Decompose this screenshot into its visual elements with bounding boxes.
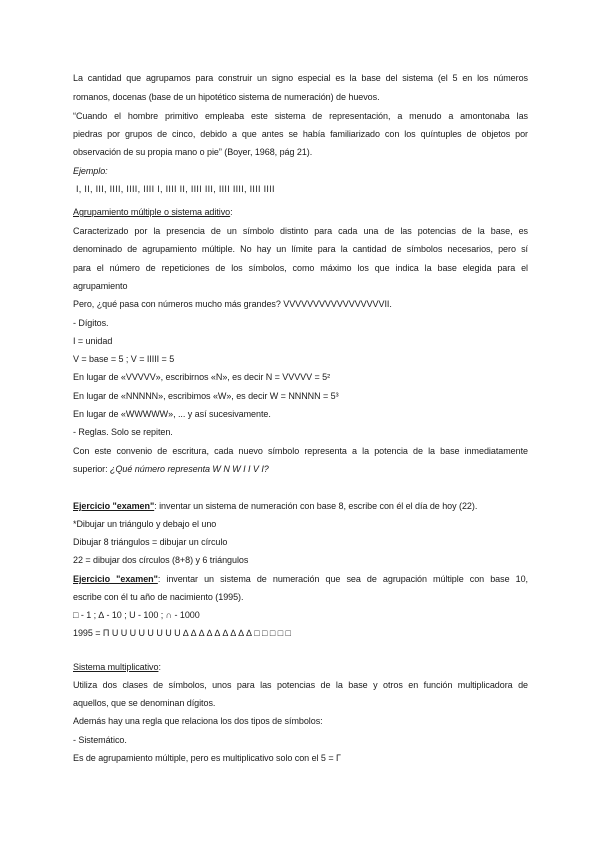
quote-line: piedras por grupos de cinco, debido a que antes se había familiarizado con los quíntuples de objetos por <box>73 129 528 139</box>
section-heading-additive <box>73 206 233 218</box>
section-heading-multiplicative <box>73 661 161 673</box>
exercise-title: Ejercicio "examen" <box>73 501 155 511</box>
section-title: Sistema multiplicativo <box>73 662 159 672</box>
list-item: En lugar de «VVVVV», escribirnos «N», es decir N = VVVVV = 5² <box>73 372 331 382</box>
question-text: ¿Qué número representa W N W I I V I? <box>110 464 269 474</box>
paragraph-line: Además hay una regla que relaciona los dos tipos de símbolos: <box>73 716 323 726</box>
paragraph-line: agrupamiento <box>73 281 128 291</box>
list-item: - Reglas. Solo se repiten. <box>73 427 173 437</box>
question-line <box>73 463 269 475</box>
example-label: Ejemplo: <box>73 166 108 176</box>
paragraph-line: Pero, ¿qué pasa con números mucho más grandes? VVVVVVVVVVVVVVVVVII. <box>73 299 392 309</box>
paragraph-line: Con este convenio de escritura, cada nuevo símbolo representa a la potencia de la base inmediatamente <box>73 446 528 456</box>
paragraph-line: escribe con él tu año de nacimiento (1995). <box>73 592 244 602</box>
symbol-answer: 1995 = Π U U U U U U U U ∆ ∆ ∆ ∆ ∆ ∆ ∆ ∆ ∆ □ □ □ □ □ <box>73 628 291 638</box>
quote-citation: observación de su propia mano o pie” (Boyer, 1968, pág 21). <box>73 147 313 157</box>
list-item: 22 = dibujar dos círculos (8+8) y 6 triángulos <box>73 555 249 565</box>
section-colon: : <box>230 207 233 217</box>
symbol-legend: □ - 1 ; ∆ - 10 ; U - 100 ; ∩ - 1000 <box>73 610 200 620</box>
section-title: Agrupamiento múltiple o sistema aditivo <box>73 207 231 217</box>
exercise-1-heading <box>73 500 477 512</box>
list-item: *Dibujar un triángulo y debajo el uno <box>73 519 217 529</box>
paragraph-line: aquellos, que se denominan dígitos. <box>73 698 216 708</box>
list-item: I = unidad <box>73 336 113 346</box>
paragraph-line: romanos, docenas (base de un hipotético sistema de numeración) de huevos. <box>73 92 380 102</box>
list-item: En lugar de «NNNNN», escribimos «W», es decir W = NNNNN = 5³ <box>73 391 339 401</box>
list-item: Dibujar 8 triángulos = dibujar un círculo <box>73 537 228 547</box>
paragraph-line: Utiliza dos clases de símbolos, unos para las potencias de la base y otros en función multiplicadora de <box>73 680 528 690</box>
paragraph-line: Es de agrupamiento múltiple, pero es multiplicativo solo con el 5 = Γ <box>73 753 341 763</box>
paragraph-line: Caracterizado por la presencia de un símbolo distinto para cada una de las potencias de la base, es <box>73 226 528 236</box>
paragraph-line: para el número de repeticiones de los símbolos, como máximo los que indica la base elegida para el <box>73 263 528 273</box>
exercise-title: Ejercicio "examen" <box>73 574 158 584</box>
quote-line: “Cuando el hombre primitivo empleaba este sistema de representación, a menudo a amontonaba las <box>73 111 528 121</box>
tally-example: I, II, III, IIII, IIII, IIII I, IIII II, IIII III, IIII IIII, IIII IIII <box>76 184 275 194</box>
exercise-text: : inventar un sistema de numeración que sea de agrupación múltiple con base 10, <box>157 574 528 584</box>
paragraph-line: La cantidad que agrupamos para construir un signo especial es la base del sistema (el 5 en los números <box>73 73 528 83</box>
list-item: - Sistemático. <box>73 735 127 745</box>
question-prefix: superior: <box>73 464 111 474</box>
section-colon: : <box>158 662 161 672</box>
list-item: En lugar de «WWWWW», ... y así sucesivamente. <box>73 409 271 419</box>
paragraph-line: denominado de agrupamiento múltiple. No hay un límite para la cantidad de símbolos necesarios, pero sí <box>73 244 528 254</box>
list-item: V = base = 5 ; V = IIIII = 5 <box>73 354 175 364</box>
list-item: - Dígitos. <box>73 318 109 328</box>
exercise-2-heading <box>73 573 528 585</box>
exercise-text: : inventar un sistema de numeración con base 8, escribe con él el día de hoy (22). <box>154 501 478 511</box>
